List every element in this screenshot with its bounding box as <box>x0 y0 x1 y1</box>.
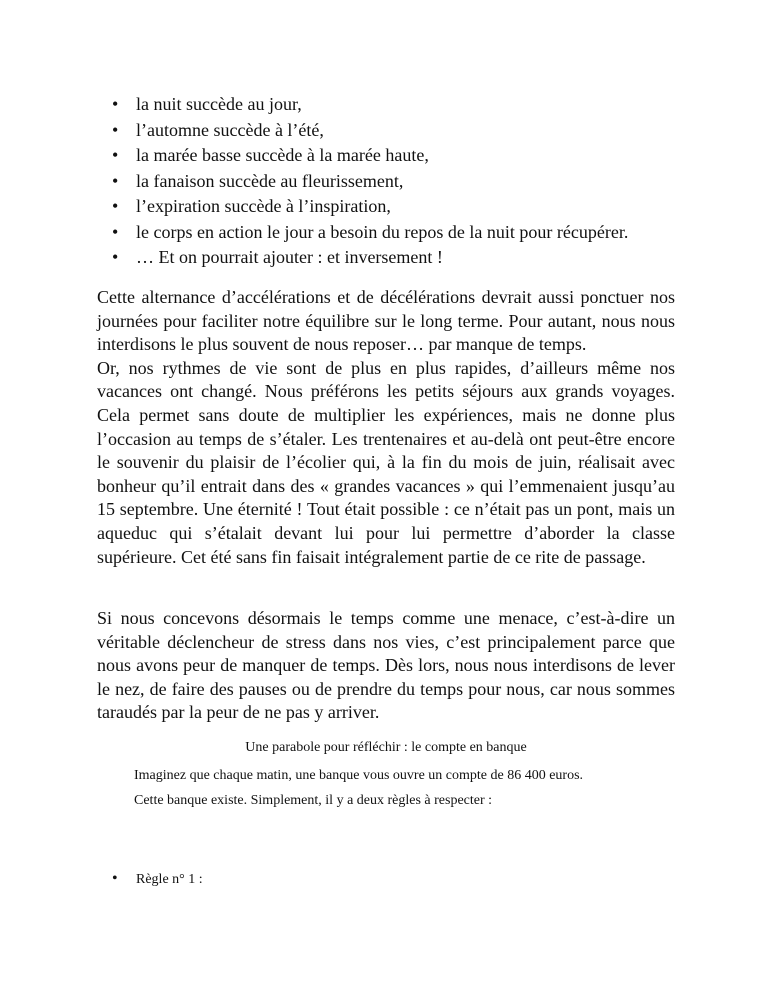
rules-bullet-list <box>112 871 512 889</box>
list-item: • … Et on pourrait ajouter : et inversement ! <box>112 245 712 271</box>
body-text-block-1 <box>97 286 675 569</box>
list-item: • l’expiration succède à l’inspiration, <box>112 194 712 220</box>
seasons-bullet-list <box>112 92 712 271</box>
parable-title: Une parabole pour réfléchir : le compte en banque <box>245 740 527 755</box>
list-item: • Règle n° 1 : <box>112 871 512 889</box>
list-item: • l’automne succède à l’été, <box>112 118 712 144</box>
parable-line: Cette banque existe. Simplement, il y a deux règles à respecter : <box>134 793 493 808</box>
list-item: • le corps en action le jour a besoin du repos de la nuit pour récupérer. <box>112 220 712 246</box>
paragraph: Si nous concevons désormais le temps comme une menace, c’est-à-dire un véritable déclencheur de stress dans nos vies, c’est principalement parce que nous avons peur de manquer de temps. Dès lors, nous nous interdisons de lever le nez, de faire des pauses ou de prendre du temps pour nous, car nous sommes taraudés par la peur de ne pas y arriver. <box>97 608 675 723</box>
paragraph: Or, nos rythmes de vie sont de plus en plus rapides, d’ailleurs même nos vacances ont changé. Nous préférons les petits séjours aux grands voyages. Cela permet sans doute de multiplier les expériences, mais ne donne plus l’occasion au temps de s’étaler. Les trentenaires et au-delà ont peut-être encore le souvenir du plaisir de l’écolier qui, à la fin du mois de juin, réalisait avec bonheur qu’il entrait dans des « grandes vacances » qui l’emmenaient jusqu’au 15 septembre. Une éternité ! Tout était possible : ce n’était pas un pont, mais un aqueduc qui s’étalait devant lui pour lui permettre d’aborder la classe supérieure. Cet été sans fin faisait intégralement partie de ce rite de passage. <box>97 357 675 567</box>
paragraph: Cette alternance d’accélérations et de décélérations devrait aussi ponctuer nos journées pour faciliter notre équilibre sur le long terme. Pour autant, nous nous interdisons le plus souvent de nous reposer… par manque de temps. <box>97 287 675 355</box>
list-item: • la marée basse succède à la marée haute, <box>112 143 712 169</box>
list-item: • la fanaison succède au fleurissement, <box>112 169 712 195</box>
parable-line: Imaginez que chaque matin, une banque vous ouvre un compte de 86 400 euros. <box>134 768 584 783</box>
list-item: • la nuit succède au jour, <box>112 92 712 118</box>
